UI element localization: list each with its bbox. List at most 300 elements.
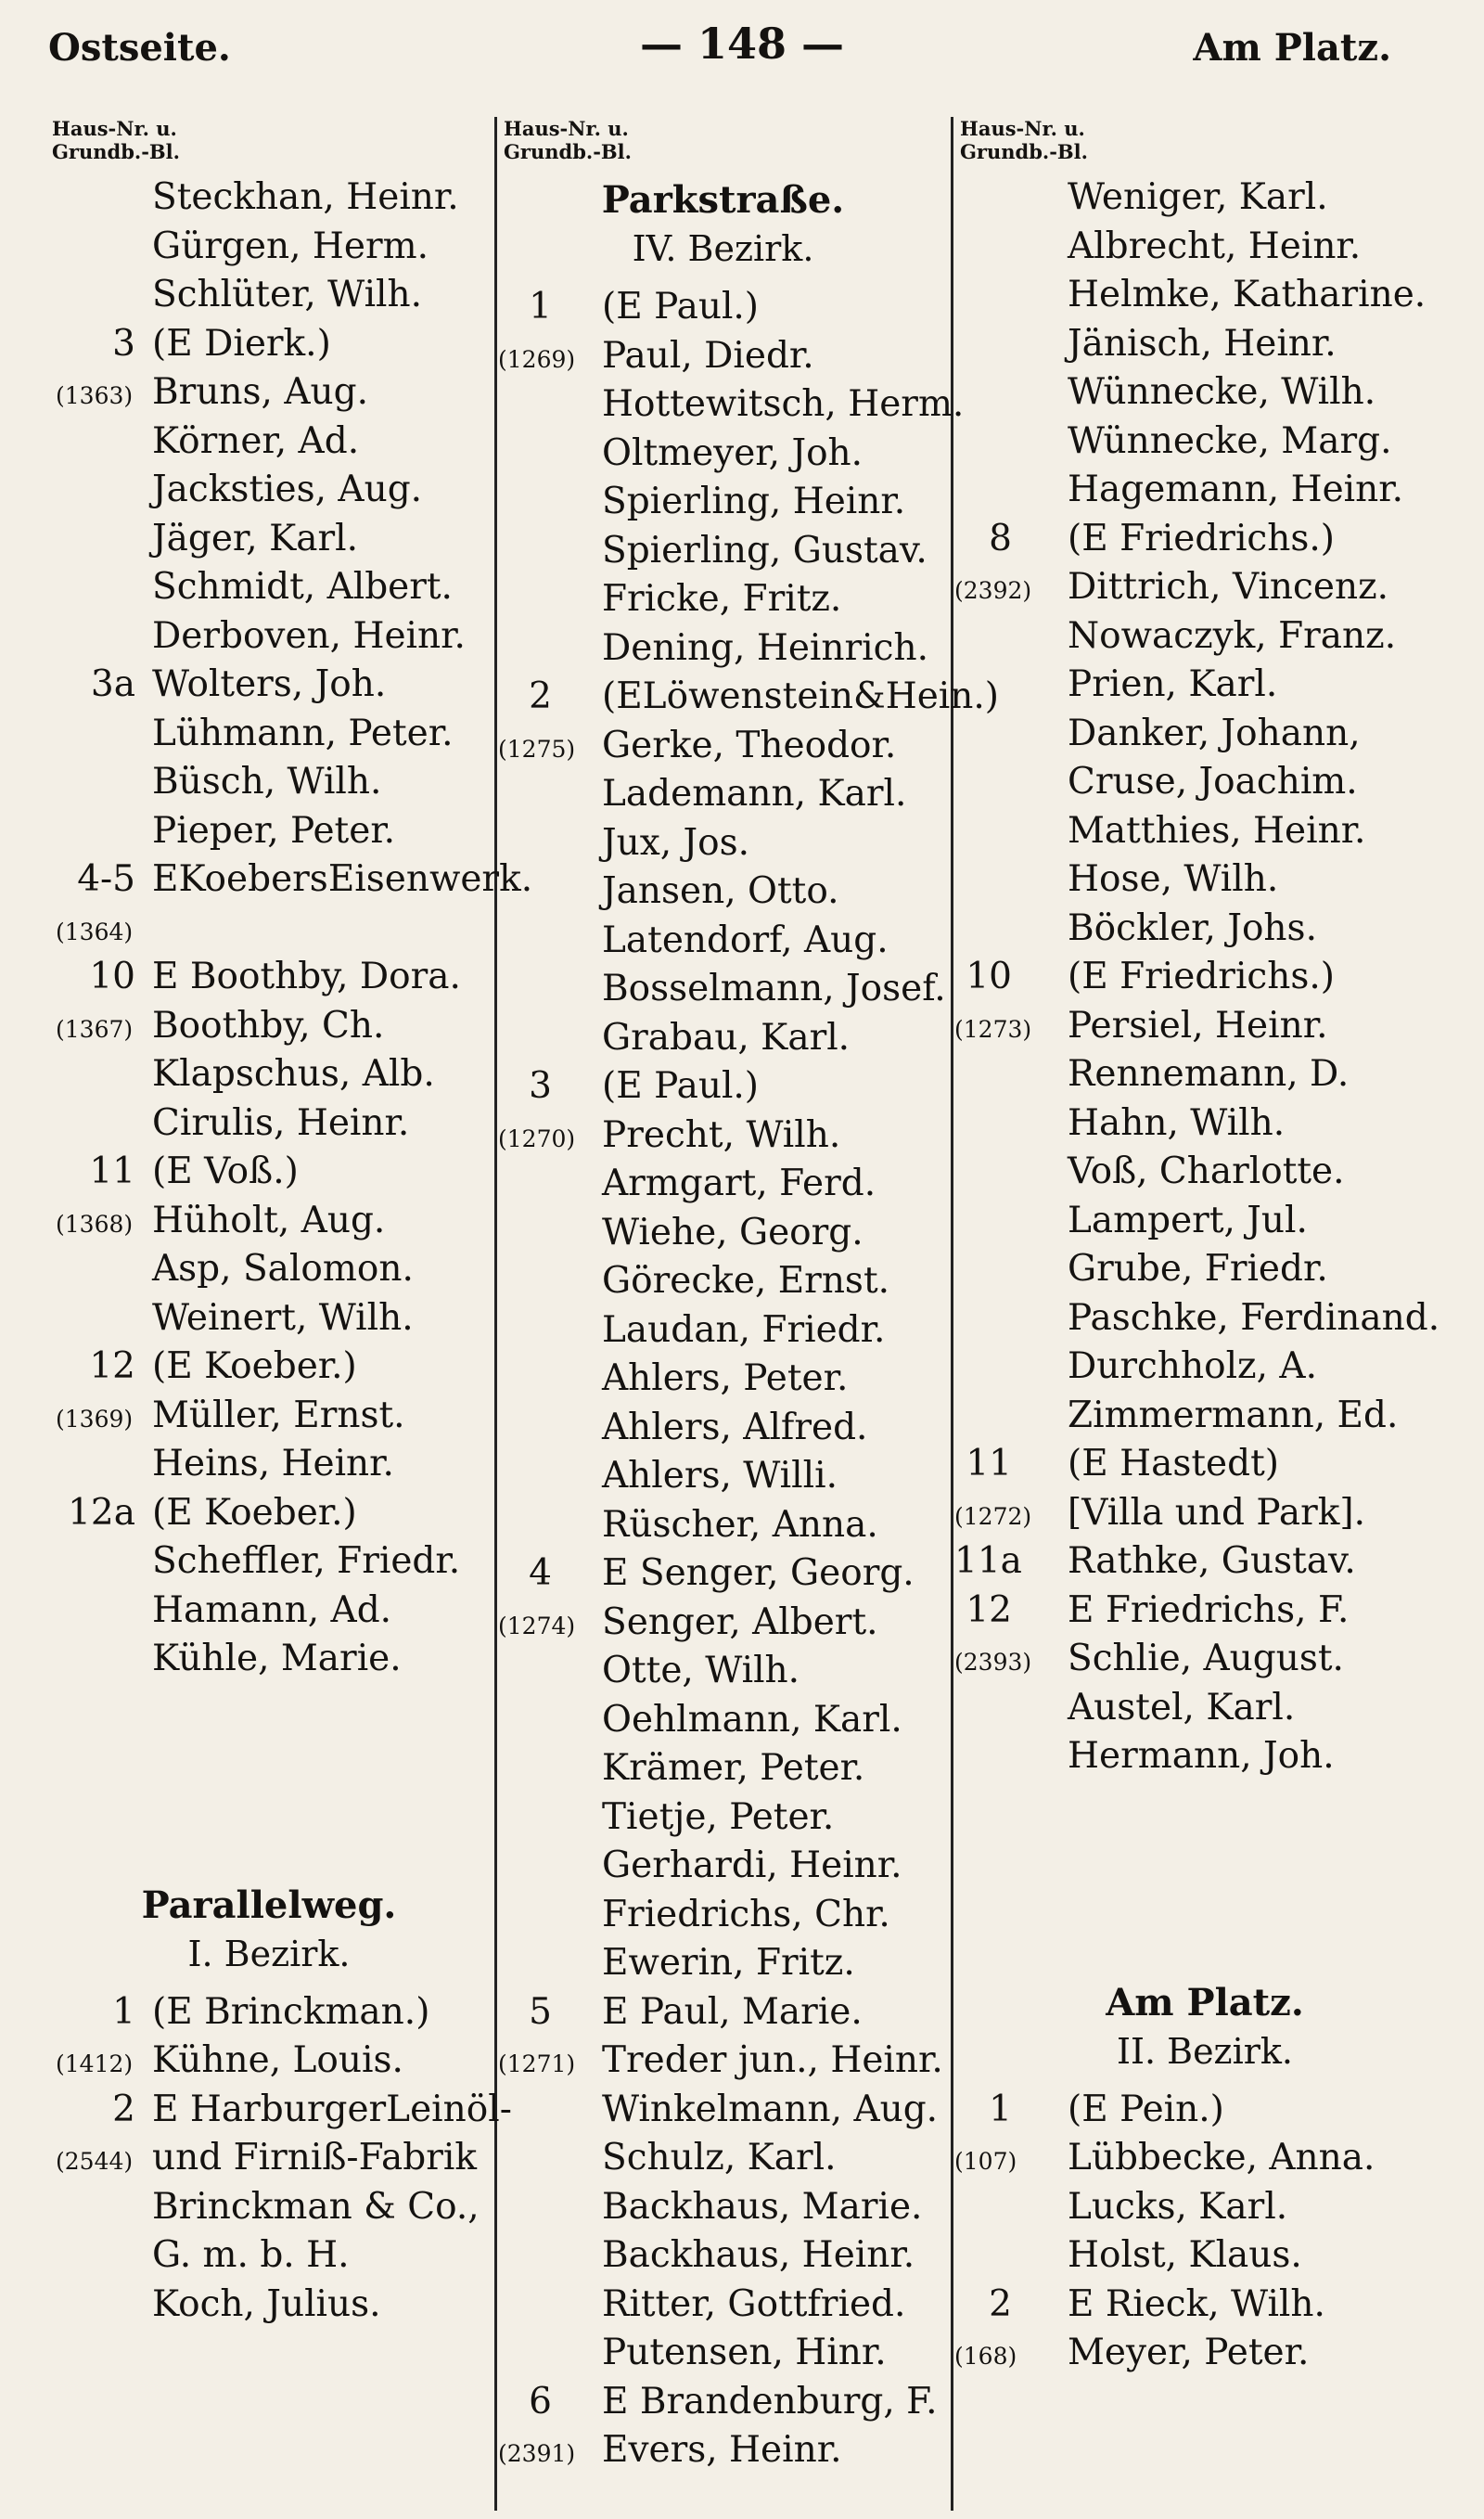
list-item: [954, 2326, 1455, 2375]
house-number: 3: [112, 322, 135, 365]
house-number: 6: [529, 2380, 552, 2423]
list-item: [954, 1292, 1455, 1341]
list-item: [954, 317, 1455, 366]
resident-name: Brinckman & Co.,: [152, 2185, 480, 2228]
resident-name: Grube, Friedr.: [1068, 1248, 1328, 1290]
list-item: [46, 1632, 492, 1681]
list-item: [498, 1693, 948, 1742]
column-heading: Haus-Nr. u. Grundb.-Bl.: [52, 117, 180, 163]
list-item: [954, 415, 1455, 464]
resident-name: Rüscher, Anna.: [602, 1503, 878, 1546]
resident-name: Schmidt, Albert.: [152, 566, 453, 608]
list-item: [46, 2229, 492, 2278]
list-item: [498, 1304, 948, 1353]
list-item: [46, 1097, 492, 1146]
resident-name: G. m. b. H.: [152, 2234, 350, 2276]
list-item: [46, 560, 492, 610]
resident-name: Helmke, Katharine.: [1068, 274, 1426, 315]
list-item: [954, 2083, 1455, 2132]
list-item: [498, 329, 948, 379]
list-item: [46, 171, 492, 220]
resident-name: (E Koeber.): [152, 1345, 357, 1387]
house-number: 12: [89, 1345, 135, 1387]
land-register-number: (1367): [56, 1015, 134, 1043]
resident-name: Prien, Karl.: [1068, 663, 1278, 705]
list-item: [498, 1498, 948, 1548]
land-register-number: (1269): [498, 345, 576, 373]
list-item: [954, 366, 1455, 415]
resident-name: Wiehe, Georg.: [602, 1211, 864, 1253]
list-item: [46, 1145, 492, 1194]
resident-name: EKoebersEisenwerk.: [152, 858, 533, 900]
resident-name: Schulz, Karl.: [602, 2137, 837, 2178]
resident-name: Derboven, Heinr.: [152, 614, 466, 657]
land-register-number: (2544): [56, 2148, 134, 2175]
list-item: [954, 999, 1455, 1048]
house-number: 5: [529, 1990, 552, 2033]
list-item: [954, 220, 1455, 269]
list-item: [46, 853, 533, 902]
resident-name: E HarburgerLeinöl-: [152, 2088, 512, 2130]
list-item: [46, 1194, 492, 1243]
resident-name: E Paul, Marie.: [602, 1990, 863, 2033]
list-item: [46, 2083, 512, 2132]
resident-name: Weniger, Karl.: [1068, 176, 1328, 218]
resident-name: Heins, Heinr.: [152, 1443, 394, 1484]
resident-name: Lucks, Karl.: [1068, 2185, 1288, 2228]
list-item: [954, 1632, 1455, 1681]
list-item: [498, 2278, 948, 2327]
land-register-number: (2392): [954, 577, 1032, 604]
house-number: 2: [112, 2088, 135, 2130]
list-item: [498, 1936, 948, 1986]
resident-name: Hottewitsch, Herm.: [602, 383, 965, 425]
list-item: [498, 1157, 948, 1206]
resident-name: E Rieck, Wilh.: [1068, 2282, 1325, 2325]
list-item: [46, 610, 492, 659]
resident-name: Rathke, Gustav.: [1068, 1540, 1356, 1582]
resident-name: Hüholt, Aug.: [152, 1199, 386, 1241]
list-item: [954, 463, 1455, 512]
resident-name: Paul, Diedr.: [602, 334, 814, 377]
land-register-number: (1412): [56, 2050, 134, 2077]
resident-name: Oltmeyer, Joh.: [602, 431, 864, 474]
resident-name: (E Koeber.): [152, 1491, 357, 1534]
list-item: [954, 2278, 1455, 2327]
list-item: [498, 816, 948, 866]
list-item: [46, 2278, 492, 2327]
resident-name: (E Voß.): [152, 1150, 299, 1192]
resident-name: Holst, Klaus.: [1068, 2234, 1302, 2276]
list-item: [498, 475, 948, 524]
header-street: Am Platz.: [1193, 26, 1391, 70]
street-heading: Am Platz.: [1106, 1980, 1304, 2024]
resident-name: Jacksties, Aug.: [152, 469, 423, 510]
house-number: 8: [989, 517, 1012, 559]
resident-name: E Boothby, Dora.: [152, 956, 461, 997]
house-number: 1: [989, 2088, 1012, 2130]
list-item: [954, 1681, 1455, 1730]
resident-name: Steckhan, Heinr.: [152, 176, 459, 218]
list-item: [498, 1791, 948, 1840]
list-item: [498, 280, 948, 329]
column-divider: [494, 117, 497, 2511]
resident-name: Jäger, Karl.: [152, 517, 358, 559]
list-item: [46, 999, 492, 1048]
list-item: [46, 804, 492, 854]
list-item: [498, 670, 1000, 719]
list-item: [46, 463, 492, 512]
resident-name: Treder jun., Heinr.: [602, 2039, 943, 2081]
list-item: [954, 755, 1455, 804]
list-item: [954, 1097, 1455, 1146]
list-item: [498, 2131, 948, 2180]
house-number: 1: [529, 286, 552, 328]
list-item: [498, 1449, 948, 1498]
list-item: [46, 1986, 492, 2035]
resident-name: Putensen, Hinr.: [602, 2332, 887, 2373]
resident-name: Krämer, Peter.: [602, 1747, 865, 1789]
resident-name: Böckler, Johs.: [1068, 906, 1317, 949]
list-item: [954, 1389, 1455, 1438]
list-item: [46, 1584, 492, 1633]
list-item: [46, 1340, 492, 1389]
list-item: [498, 1986, 948, 2035]
resident-name: Ahlers, Willi.: [602, 1455, 838, 1497]
list-item: [46, 268, 492, 317]
list-item: [954, 1437, 1455, 1486]
list-item: [46, 220, 492, 269]
list-item: [46, 1242, 492, 1292]
resident-name: Wünnecke, Marg.: [1068, 419, 1392, 462]
resident-name: Spierling, Heinr.: [602, 481, 906, 522]
header-side: Ostseite.: [48, 26, 231, 70]
list-item: [498, 865, 948, 914]
list-item: [954, 2180, 1455, 2230]
resident-name: Jux, Jos.: [602, 821, 750, 864]
resident-name: Ewerin, Fritz.: [602, 1942, 855, 1984]
resident-name: Hagemann, Heinr.: [1068, 469, 1404, 510]
district-heading: I. Bezirk.: [187, 1933, 351, 1974]
resident-name: Lühmann, Peter.: [152, 712, 454, 754]
house-number: 12a: [68, 1491, 135, 1534]
house-number: 1: [112, 1990, 135, 2033]
column-divider: [951, 117, 953, 2511]
list-item: [46, 1437, 492, 1486]
resident-name: Gürgen, Herm.: [152, 225, 429, 267]
list-item: [954, 171, 1455, 220]
list-item: [498, 2229, 948, 2278]
land-register-number: (1363): [56, 382, 134, 409]
resident-name: Jänisch, Heinr.: [1068, 322, 1337, 365]
resident-name: (E Friedrichs.): [1068, 517, 1336, 559]
resident-name: Ritter, Gottfried.: [602, 2282, 906, 2325]
column-heading: Haus-Nr. u. Grundb.-Bl.: [504, 117, 632, 163]
list-item: [954, 707, 1455, 756]
resident-name: Schlüter, Wilh.: [152, 274, 423, 315]
resident-name: Nowaczyk, Franz.: [1068, 614, 1397, 657]
land-register-number: (168): [954, 2343, 1017, 2370]
resident-name: Gerhardi, Heinr.: [602, 1844, 902, 1886]
district-heading: II. Bezirk.: [1116, 2030, 1294, 2072]
resident-name: Rennemann, D.: [1068, 1053, 1350, 1095]
resident-name: Spierling, Gustav.: [602, 529, 928, 572]
resident-name: Weinert, Wilh.: [152, 1296, 414, 1339]
resident-name: Grabau, Karl.: [602, 1016, 851, 1059]
land-register-number: (1274): [498, 1612, 576, 1639]
house-number: 2: [529, 675, 552, 717]
resident-name: (E Pein.): [1068, 2088, 1224, 2130]
spacer: [954, 1827, 1455, 1876]
resident-name: Ahlers, Alfred.: [602, 1406, 868, 1448]
list-item: [954, 1535, 1455, 1584]
resident-name: Precht, Wilh.: [602, 1113, 841, 1156]
column-1: [46, 117, 533, 2326]
resident-name: Persiel, Heinr.: [1068, 1004, 1328, 1047]
resident-name: Fricke, Fritz.: [602, 578, 842, 620]
list-item: [954, 902, 1455, 951]
resident-name: Hahn, Wilh.: [1068, 1101, 1286, 1144]
resident-name: Wolters, Joh.: [152, 663, 387, 705]
resident-name: Cirulis, Heinr.: [152, 1101, 410, 1144]
street-heading: Parallelweg.: [141, 1883, 397, 1927]
column-heading: Haus-Nr. u. Grundb.-Bl.: [960, 117, 1088, 163]
resident-name: Klapschus, Alb.: [152, 1053, 435, 1095]
resident-name: Gerke, Theodor.: [602, 724, 897, 766]
resident-name: Cruse, Joachim.: [1068, 761, 1358, 803]
list-item: [498, 427, 948, 476]
land-register-number: (1271): [498, 2050, 576, 2077]
resident-name: Jansen, Otto.: [602, 870, 839, 912]
resident-name: Backhaus, Heinr.: [602, 2234, 915, 2276]
list-item: [954, 560, 1455, 610]
resident-name: Oehlmann, Karl.: [602, 1698, 902, 1741]
list-item: [498, 962, 948, 1011]
list-item: [954, 1047, 1455, 1097]
house-number: 11: [89, 1150, 135, 1192]
street-heading: Parkstraße.: [601, 178, 845, 222]
spacer: [954, 1876, 1455, 1925]
house-number: 12: [966, 1588, 1012, 1631]
list-item: [498, 1888, 948, 1937]
house-number: 3: [529, 1065, 552, 1107]
list-item: [46, 366, 492, 415]
resident-name: Latendorf, Aug.: [602, 919, 889, 961]
resident-name: Senger, Albert.: [602, 1600, 878, 1643]
house-number: 3a: [90, 663, 135, 705]
resident-name: Scheffler, Friedr.: [152, 1540, 461, 1582]
resident-name: (E Friedrichs.): [1068, 956, 1336, 997]
spacer: [46, 1729, 492, 1779]
house-number: 2: [989, 2282, 1012, 2325]
list-item: [46, 415, 492, 464]
spacer: [46, 1779, 492, 1828]
list-item: [498, 767, 948, 816]
resident-name: (E Paul.): [602, 1065, 760, 1107]
list-item: [498, 622, 948, 671]
list-item: [46, 902, 492, 951]
list-item: [498, 1644, 948, 1693]
resident-name: Durchholz, A.: [1068, 1345, 1317, 1387]
resident-name: Friedrichs, Chr.: [602, 1893, 890, 1935]
list-item: [46, 1292, 492, 1341]
list-item: [954, 1584, 1455, 1633]
resident-name: Pieper, Peter.: [152, 809, 396, 852]
resident-name: Lampert, Jul.: [1068, 1199, 1308, 1241]
resident-name: Kühne, Louis.: [152, 2039, 403, 2081]
land-register-number: (1273): [954, 1015, 1032, 1043]
resident-name: (E Brinckman.): [152, 1990, 430, 2033]
land-register-number: (1369): [56, 1405, 134, 1433]
page-number: — 148 —: [639, 19, 845, 69]
list-item: [954, 853, 1455, 902]
list-item: [498, 1206, 948, 1255]
resident-name: Büsch, Wilh.: [152, 761, 382, 803]
resident-name: Kühle, Marie.: [152, 1638, 402, 1679]
resident-name: Boothby, Ch.: [152, 1004, 385, 1047]
land-register-number: (1368): [56, 1210, 134, 1238]
resident-name: Koch, Julius.: [152, 2282, 381, 2325]
resident-name: Körner, Ad.: [152, 419, 360, 462]
list-item: [498, 524, 948, 573]
list-item: [954, 1729, 1455, 1779]
resident-name: Matthies, Heinr.: [1068, 809, 1366, 852]
house-number: 4-5: [77, 858, 135, 900]
list-item: [954, 1242, 1455, 1292]
list-item: [498, 2375, 948, 2424]
list-item: [498, 719, 948, 768]
list-item: [46, 2131, 492, 2180]
resident-name: Görecke, Ernst.: [602, 1260, 890, 1302]
list-item: [954, 1194, 1455, 1243]
resident-name: E Senger, Georg.: [602, 1552, 915, 1594]
resident-name: Paschke, Ferdinand.: [1068, 1296, 1440, 1339]
list-item: [498, 1109, 948, 1158]
resident-name: Zimmermann, Ed.: [1068, 1394, 1399, 1436]
resident-name: Backhaus, Marie.: [602, 2185, 923, 2228]
resident-name: Müller, Ernst.: [152, 1394, 405, 1436]
resident-name: Hermann, Joh.: [1068, 1735, 1335, 1777]
land-register-number: (107): [954, 2148, 1017, 2175]
resident-name: (E Dierk.): [152, 322, 331, 365]
house-number: 10: [89, 956, 135, 997]
resident-name: E Brandenburg, F.: [602, 2380, 938, 2423]
house-number: 11a: [954, 1540, 1022, 1582]
land-register-number: (2391): [498, 2440, 576, 2467]
list-item: [498, 1352, 948, 1401]
house-number: 11: [966, 1443, 1012, 1484]
resident-name: Austel, Karl.: [1068, 1686, 1296, 1729]
resident-name: Armgart, Ferd.: [602, 1163, 876, 1204]
list-item: [46, 1535, 492, 1584]
list-item: [954, 610, 1455, 659]
resident-name: Dittrich, Vincenz.: [1068, 566, 1389, 608]
resident-name: Wünnecke, Wilh.: [1068, 371, 1376, 413]
list-item: [46, 317, 492, 366]
resident-name: Lademann, Karl.: [602, 773, 907, 815]
resident-name: Dening, Heinrich.: [602, 626, 928, 669]
land-register-number: (1275): [498, 735, 576, 763]
list-item: [954, 512, 1455, 561]
resident-name: Otte, Wilh.: [602, 1650, 800, 1691]
resident-name: Bruns, Aug.: [152, 371, 368, 413]
resident-name: [Villa und Park].: [1068, 1491, 1365, 1534]
list-item: [498, 378, 965, 427]
resident-name: E Friedrichs, F.: [1068, 1588, 1350, 1631]
list-item: [46, 950, 492, 999]
resident-name: Hamann, Ad.: [152, 1588, 392, 1631]
list-item: [954, 804, 1455, 854]
resident-name: und Firniß-Fabrik: [152, 2137, 477, 2178]
resident-name: Schlie, August.: [1068, 1638, 1344, 1679]
resident-name: Voß, Charlotte.: [1068, 1150, 1345, 1192]
resident-name: Evers, Heinr.: [602, 2429, 842, 2471]
resident-name: Hose, Wilh.: [1068, 858, 1279, 900]
resident-name: (E Hastedt): [1068, 1443, 1279, 1484]
district-heading: IV. Bezirk.: [632, 228, 814, 269]
resident-name: Meyer, Peter.: [1068, 2332, 1310, 2373]
land-register-number: (1270): [498, 1125, 576, 1152]
resident-name: Ahlers, Peter.: [602, 1357, 849, 1399]
house-number: 4: [529, 1552, 552, 1594]
resident-name: (ELöwenstein&Hein.): [602, 675, 1000, 717]
list-item: [46, 1486, 492, 1536]
resident-name: Laudan, Friedr.: [602, 1308, 886, 1351]
spacer: [954, 1924, 1455, 1973]
list-item: [498, 1741, 948, 1791]
land-register-number: (1364): [56, 918, 134, 945]
resident-name: Albrecht, Heinr.: [1068, 225, 1362, 267]
resident-name: (E Paul.): [602, 286, 760, 328]
list-item: [954, 2131, 1455, 2180]
list-item: [498, 2326, 948, 2375]
list-item: [954, 1486, 1455, 1536]
land-register-number: (2393): [954, 1649, 1032, 1676]
list-item: [498, 914, 948, 963]
spacer: [46, 1827, 492, 1876]
list-item: [498, 2180, 948, 2230]
list-item: [46, 707, 492, 756]
list-item: [498, 1011, 948, 1060]
resident-name: Asp, Salomon.: [152, 1248, 414, 1290]
list-item: [498, 2034, 948, 2083]
list-item: [954, 658, 1455, 707]
resident-name: Tietje, Peter.: [602, 1795, 835, 1838]
list-item: [46, 2034, 492, 2083]
spacer: [46, 1681, 492, 1730]
resident-name: Danker, Johann,: [1068, 712, 1361, 754]
list-item: [498, 1547, 948, 1596]
list-item: [46, 658, 492, 707]
list-item: [498, 1839, 948, 1888]
list-item: [498, 1401, 948, 1450]
resident-name: Bosselmann, Josef.: [602, 968, 946, 1009]
list-item: [954, 1340, 1455, 1389]
list-item: [46, 1047, 492, 1097]
list-item: [954, 1145, 1455, 1194]
list-item: [498, 1060, 948, 1109]
column-3: [954, 117, 1455, 2375]
list-item: [46, 512, 492, 561]
list-item: [498, 2083, 948, 2132]
house-number: 10: [966, 956, 1012, 997]
list-item: [954, 268, 1455, 317]
list-item: [46, 1389, 492, 1438]
list-item: [498, 1596, 948, 1645]
list-item: [46, 2180, 492, 2230]
list-item: [46, 755, 492, 804]
resident-name: Winkelmann, Aug.: [602, 2088, 939, 2130]
